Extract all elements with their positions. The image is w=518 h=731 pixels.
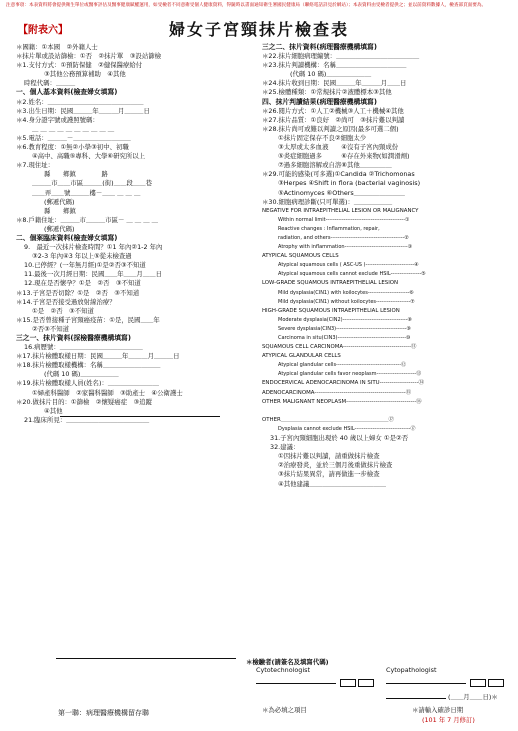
left-line-6: ＊2.姓名：＿＿＿＿＿＿＿＿＿＿＿＿＿＿＿	[16, 97, 144, 106]
left-line-36: (代碼 10 碼)＿＿＿＿＿＿	[44, 370, 119, 379]
cytopath-label: Cytopathologist	[386, 666, 437, 674]
left-line-14: 縣 鄉鎮 路	[44, 170, 108, 179]
right-line-28: Mild dysplasia(CIN1) without koilocytes-------------------⑦	[278, 298, 415, 305]
notice-text: 注意事項：本表資料將會提供衛生單位或醫事評估及醫事健康賦權運用，如受檢者不同意衛受個人健康資料，得隨時以書面通知衛生署國民健康局（聯絡電話詳見於網站）；本表資料由受檢者提供之；並以前資料數據人，檢查部頁面要為。	[6, 3, 487, 8]
right-line-19: Within normal limit--------------------------------------------①	[278, 216, 410, 223]
left-line-19: ＊8.戶籍住址：＿＿＿市＿＿＿市區－ ＿ ＿ ＿ ＿	[16, 215, 159, 224]
left-line-40: ④其他	[44, 406, 63, 415]
right-line-47: ③抹片結果異常，請再做進一步檢查	[278, 470, 380, 479]
right-line-32: Carcinoma in situ(CIN3)--------------------------------------⑩	[278, 335, 411, 341]
left-line-29: ①是 ②否 ③不知道	[32, 306, 94, 315]
right-line-42: Dysplasia cannot exclude HSIL-------------------------------⑰	[278, 425, 416, 432]
right-line-18: NEGATIVE FOR INTRAEPITHELIAL LESION OR MALIGNANCY	[262, 207, 419, 214]
right-line-24: Atypical squamous cells ( ASC-US )---------------------------④	[278, 262, 419, 269]
right-line-29: HIGH-GRADE SQUAMOUS INTRAEPITHELIAL LESION	[262, 307, 400, 314]
cytotech-label: Cytotechnologist	[256, 666, 310, 674]
right-line-23: ATYPICAL SQUAMOUS CELLS	[262, 253, 339, 260]
right-line-4: ＊24.抹片收到日期：民國＿＿＿年＿＿＿月＿＿日	[262, 79, 407, 88]
left-line-11: ＊6.教育程度：①無②小學③初中、初職	[16, 143, 129, 152]
right-line-33: SQUAMOUS CELL CARCINOMA-----------------------------------⑪	[262, 344, 417, 351]
left-line-12: ④高中、高職⑤專科、大學⑥研究所以上	[32, 152, 146, 161]
left-line-0: ＊國籍：①本國 ②外籍人士	[16, 43, 98, 51]
clinical-findings-line[interactable]	[60, 416, 220, 417]
right-line-36: Atypical glandular cells favor neoplasm----------------------⑬	[278, 371, 422, 378]
right-column	[262, 43, 508, 489]
left-line-33: 16.病歷號：＿＿＿＿＿＿＿＿＿＿＿＿＿	[24, 343, 143, 352]
right-line-14: ＊29.可能的感染(可多選)①Candida ②Trichomonas	[262, 170, 415, 179]
left-line-28: ＊14.子宮是否接受過放射線治療？	[16, 297, 116, 306]
left-line-26: 12.現在是否懷孕？①是 ②否 ③不知道	[24, 279, 141, 288]
right-line-44: 32.建議：	[270, 443, 300, 452]
right-line-41: OTHER＿＿＿＿＿＿＿＿＿＿＿＿＿＿＿＿＿＿＿＿⑰	[262, 416, 394, 423]
right-line-5: ＊25.檢體種類：①常規抹片②液體標本③其他	[262, 88, 392, 97]
left-line-38: ①婦產科醫師 ②家醫科醫師 ③助產士 ④公衛護士	[32, 388, 183, 397]
first-copy-label: 第一聯：病理醫療機構留存聯	[58, 709, 149, 717]
left-line-9: ＿ ＿ ＿ ＿ ＿ ＿ ＿ ＿ ＿ ＿	[32, 124, 115, 133]
right-line-2: ＊23.抹片判讀機構：名稱＿＿＿＿＿＿＿＿＿＿＿	[262, 61, 407, 70]
date-note: ＊請輸入確診日期	[412, 706, 464, 714]
right-line-15: ③Herpes ④Shift in flora (bacterial vaginosis)	[278, 179, 421, 188]
left-line-5: 一、個人基本資料(檢查婦女填寫)	[16, 88, 118, 97]
right-line-45: ①因抹片難以判讀，請重做抹片檢查	[278, 452, 380, 461]
left-line-3: ③其他公務預算補助 ④其他	[44, 70, 126, 79]
right-line-43: 31.子宮內頸細胞出現於 40 歲以上婦女 ①是②否	[270, 434, 409, 443]
cytotech-code-box[interactable]	[340, 679, 356, 687]
right-line-20: Reactive changes : Inflammation, repair,	[278, 225, 380, 232]
left-line-37: ＊19.抹片檢體取樣人員(姓名)：＿＿＿＿＿＿＿＿	[16, 379, 159, 388]
left-line-30: ＊15.是否曾接種子宮頸癌疫苗：①是，民國＿＿年	[16, 315, 160, 324]
left-line-41: 21.臨床所見：＿＿＿＿＿＿＿＿＿＿＿＿＿	[24, 415, 150, 424]
cytopath-code-box[interactable]	[470, 679, 486, 687]
right-line-8: ＊27.抹片品質：①良好 ②尚可 ③抹片難以判讀	[262, 115, 405, 124]
left-line-7: ＊3.出生日期：民國＿＿＿年＿＿＿月＿＿＿日	[16, 106, 150, 115]
left-line-1: ＊抹片單或設站篩檢：①否 ②抹片單 ③設站篩檢	[16, 52, 161, 61]
left-line-18: 縣 鄉鎮	[44, 206, 76, 215]
left-line-17: (郵遞代碼)	[44, 197, 75, 206]
right-line-3: (代碼 10 碼)＿＿＿＿＿＿＿	[290, 70, 372, 79]
left-column	[16, 43, 256, 425]
right-line-16: ⑤Actinomyces ⑥Others＿＿＿＿＿＿＿＿	[278, 188, 405, 197]
revision-note: (101 年 7 月修訂)	[422, 716, 475, 724]
right-line-40	[262, 407, 508, 416]
right-line-1: ＊22.抹片細胞病理編號：＿＿＿＿＿＿＿＿＿＿＿＿＿	[262, 52, 420, 61]
left-line-32: 三之一、抹片資料(採檢醫療機構填寫)	[16, 334, 131, 342]
diagnosis-date-field[interactable]: (＿＿月＿＿日)＊	[448, 693, 498, 701]
form-title: 婦女子宮頸抹片檢查表	[168, 20, 349, 39]
left-line-22: 9. 最近一次抹片檢查時間？①1 年內②1-2 年內	[24, 243, 163, 252]
left-line-25: 11.最後一次月經日期：民國＿＿年＿＿月＿＿日	[24, 270, 162, 279]
right-line-30: Moderate dysplasia(CIN2)------------------------------------⑧	[278, 316, 413, 323]
left-line-16: ＿＿弄＿＿號＿＿＿樓－＿＿ ＿ ＿ ＿	[32, 188, 141, 197]
right-line-7: ＊26.閱片方式：①人工②機械③人工＋機械④其他	[262, 106, 404, 115]
diagnosis-date-line[interactable]	[386, 698, 446, 699]
right-line-12: ⑤炎症細胞過多 ⑥存在外來物(如潤滑劑)	[278, 152, 410, 161]
right-line-37: ENDOCERVICAL ADENOCARCINOMA IN SITU--------------------⑭	[262, 380, 424, 387]
right-line-35: Atypical glandular cells------------------------------------⑫	[278, 362, 407, 369]
right-line-31: Severe dysplasia(CIN3)---------------------------------------⑨	[278, 325, 411, 332]
left-line-21: 二、個案臨床資料(檢查婦女填寫)	[16, 233, 118, 242]
cytopath-signature-line[interactable]	[386, 683, 466, 684]
left-line-10: ＊5.電話：＿＿＿－＿＿＿＿＿＿＿＿＿	[16, 133, 131, 142]
right-line-21: radiation, and others-----------------------------------------②	[278, 234, 409, 241]
left-line-34: ＊17.抹片檢體取樣日期：民國＿＿＿年＿＿＿月＿＿＿日	[16, 352, 180, 361]
cytopath-code-box-2[interactable]	[488, 679, 504, 687]
right-line-39: OTHER MALIGNANT NEOPLASM------------------------------------⑯	[262, 398, 422, 405]
right-line-13: ⑦過多細胞溶解或自溶⑧其他＿＿＿＿＿	[278, 161, 392, 170]
left-line-35: ＊18.抹片檢體取樣機構：名稱＿＿＿＿＿＿＿＿＿	[16, 361, 161, 370]
left-line-31: ②否③不知道	[32, 324, 70, 333]
right-line-26: LOW-GRADE SQUAMOUS INTRAEPITHELIAL LESION	[262, 280, 399, 287]
right-line-25: Atypical squamous cells cannot exclude HSIL-----------------⑤	[278, 271, 426, 278]
right-line-48: ④其他建議＿＿＿＿＿＿＿＿＿＿＿＿	[278, 479, 386, 488]
cytotech-code-box-2[interactable]	[358, 679, 374, 687]
left-line-8: ＊4.身分證字號或護照號碼：	[16, 115, 99, 124]
right-line-17: ＊30.細胞病理診斷(只可單選)：＿＿＿＿＿＿	[262, 197, 393, 206]
right-line-0: 三之二、抹片資料(病理醫療機構填寫)	[262, 43, 377, 51]
right-line-10: ①抹片固定保存不良②細胞太少	[278, 133, 367, 142]
right-line-11: ③太厚或太多血液 ④沒有子宮內頸成份	[278, 143, 399, 152]
right-line-22: Atrophy with inflammation-----------------------------------③	[278, 244, 413, 251]
left-line-24: 10.已停經？(一年無月經)①是②否③不知道	[24, 261, 146, 270]
right-line-34: ATYPICAL GLANDULAR CELLS	[262, 353, 341, 360]
cytotech-signature-line[interactable]	[256, 683, 336, 684]
right-line-27: Mild dysplasia(CIN1) with koilocytes-----------------------⑥	[278, 289, 414, 296]
left-signature-line[interactable]	[56, 658, 236, 659]
left-line-4: 時程代碼：＿＿＿	[24, 79, 76, 88]
left-line-27: ＊13.子宮是否切除？①是 ②否 ③不知道	[16, 288, 140, 297]
required-note: ＊為必填之項目	[262, 706, 307, 714]
left-line-2: ＊1.支付方式：①預防保健 ②健保醫療給付	[16, 61, 143, 70]
examiner-heading: ＊檢驗者(請簽名及填寫代碼)	[246, 658, 329, 666]
attachment-label: 【附表六】	[18, 25, 68, 36]
left-line-23: ③2-3 年內④3 年以上⑤從未檢查過	[32, 252, 132, 261]
right-line-38: ADENOCARCINOMA-----------------------------------------------⑮	[262, 389, 412, 396]
left-line-39: ＊20.做抹片目的：①篩檢 ②懷疑癌症 ③追蹤	[16, 397, 152, 406]
left-line-20: (郵遞代碼)	[44, 224, 75, 233]
right-line-6: 四、抹片判讀結果(病理醫療機構填寫)	[262, 97, 377, 106]
right-line-46: ②治療發炎，並於三個月後重做抹片檢查	[278, 461, 393, 470]
left-line-15: ＿＿＿市＿＿市區＿＿＿(街)＿＿段＿＿巷	[32, 179, 153, 188]
left-line-13: ＊7.現住址：	[16, 161, 55, 170]
right-line-9: ＊28.抹片尚可或難以判讀之原因(最多可選二個)	[262, 124, 399, 133]
